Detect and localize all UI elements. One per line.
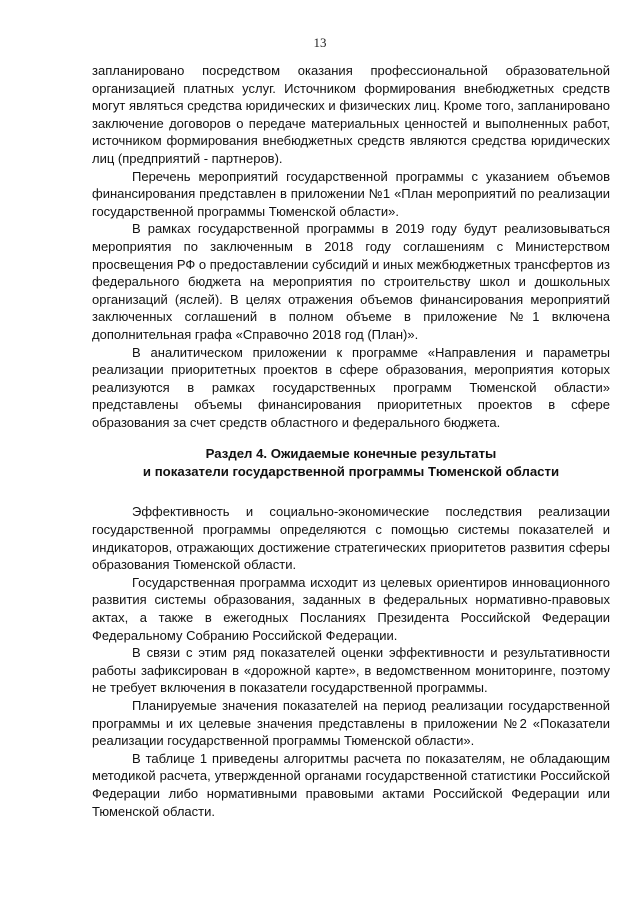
paragraph-activities-list: Перечень мероприятий государственной программы с указанием объемов финансирования представлен в приложении №1 «План мероприятий по реализации государственной программы Тюменской области». bbox=[92, 168, 610, 219]
paragraph-2019-agreements: В рамках государственной программы в 2019 году будут реализовываться мероприятия по заключенным в 2018 году соглашениям с Министерством просвещения РФ о предоставлении субсидий и иных межбюджетных трансфертов из федерального бюджета на мероприятия по строительству школ и дошкольных организаций (яслей). В целях отражения объемов финансирования мероприятий заключенных соглашений в полном объеме в приложение №1 включена дополнительная графа «Справочно 2018 год (План)». bbox=[92, 221, 610, 342]
paragraph-roadmap: В связи с этим ряд показателей оценки эффективности и результативности работы зафиксирован в «дорожной карте», в ведомственном мониторинге, поэтому не требует включения в показатели государственной программы. bbox=[92, 645, 610, 696]
section-heading-line-2: и показатели государственной программы Тюменской области bbox=[142, 464, 560, 480]
paragraph-table-algorithms: В таблице 1 приведены алгоритмы расчета по показателям, не обладающим методикой расчета, утвержденной органами государственной статистики Российской Федерации либо нормативными правовыми актами Российской Федерации или Тюменской области. bbox=[92, 750, 610, 819]
paragraph-efficiency: Эффективность и социально-экономические последствия реализации государственной программы определяются с помощью системы показателей и индикаторов, отражающих достижение стратегических приоритетов развития сферы образования Тюменской области. bbox=[92, 504, 610, 573]
section-heading bbox=[92, 445, 610, 481]
paragraph-analytical-appendix: В аналитическом приложении к программе «Направления и параметры реализации приоритетных проектов в сфере образования, мероприятия которых реализуются в рамках государственных программ Тюменской области» представлены объемы финансирования приоритетных проектов в сфере образования за счет средств областного и федерального бюджета. bbox=[92, 344, 610, 430]
paragraph-targets: Государственная программа исходит из целевых ориентиров инновационного развития системы образования, заданных в федеральных нормативно-правовых актах, а также в ежегодных Посланиях Президента Российской Федерации Федеральному Собранию Российской Федерации. bbox=[92, 574, 610, 643]
paragraph-extrabudgetary-funds: запланировано посредством оказания профессиональной образовательной организацией платных услуг. Источником формирования внебюджетных средств могут являться средства юридических и физических лиц. Кроме того, запланировано заключение договоров о передаче материальных ценностей и выполненных работ, источником формирования внебюджетных средств являются средства юридических лиц (предприятий - партнеров). bbox=[92, 63, 610, 166]
paragraph-planned-values: Планируемые значения показателей на период реализации государственной программы и их целевые значения представлены в приложении №2 «Показатели реализации государственной программы Тюменской области». bbox=[92, 698, 610, 749]
section-heading-line-1: Раздел 4. Ожидаемые конечные результаты bbox=[205, 446, 497, 462]
page-number: 13 bbox=[313, 35, 327, 50]
document-body bbox=[92, 62, 610, 820]
